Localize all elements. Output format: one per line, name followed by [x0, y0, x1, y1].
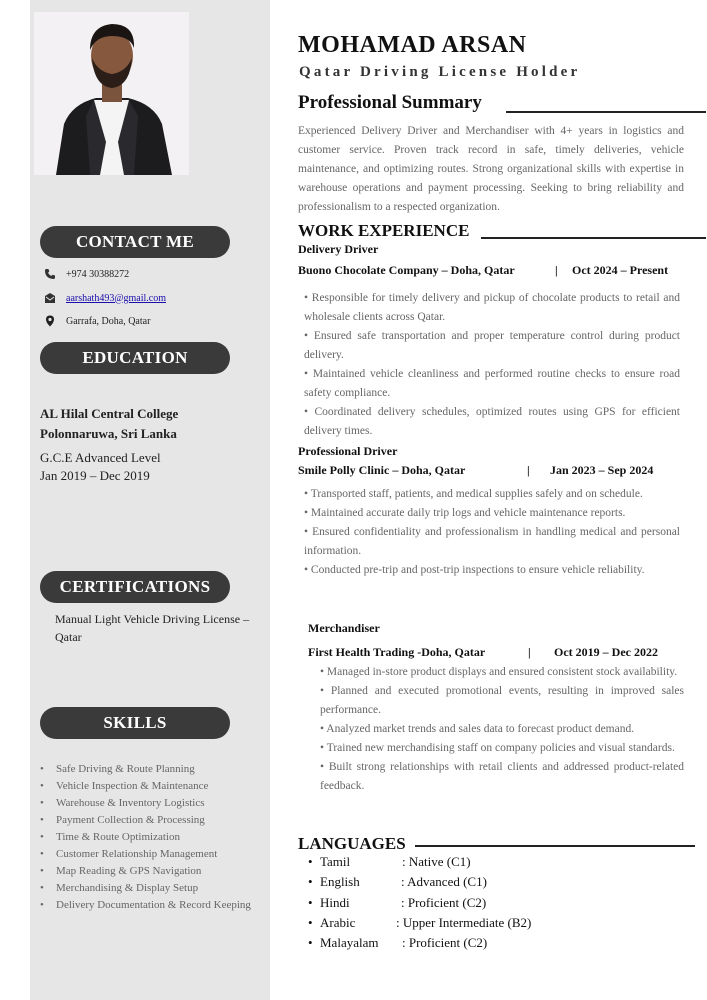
contact-email — [44, 292, 166, 304]
job-company: Buono Chocolate Company – Doha, Qatar — [298, 263, 515, 277]
summary-rule — [506, 111, 706, 113]
job-bullet: • Responsible for timely delivery and pickup of chocolate products to retail and wholesale clients across Qatar. — [304, 292, 680, 323]
job-dates: Oct 2024 – Present — [572, 263, 669, 277]
candidate-name: MOHAMAD ARSAN — [298, 32, 527, 58]
job-bullet: • Ensured confidentiality and professionalism in handling medical and personal information. — [304, 526, 680, 557]
language-name: Malayalam — [320, 935, 379, 951]
job-separator: | — [527, 463, 530, 477]
language-name: Hindi — [320, 894, 350, 910]
profile-photo — [34, 12, 189, 175]
phone-icon — [44, 268, 56, 280]
skill-item: • Safe Driving & Route Planning — [40, 763, 195, 775]
job-dates: Jan 2023 – Sep 2024 — [550, 463, 654, 477]
job-bullet: • Maintained vehicle cleanliness and performed routine checks to ensure road safety compliance. — [304, 368, 680, 399]
language-name: English — [320, 874, 360, 890]
skill-item: • Delivery Documentation & Record Keeping — [40, 899, 251, 911]
contact-heading: CONTACT ME — [40, 226, 230, 258]
language-level: : Proficient (C2) — [401, 894, 487, 910]
skill-item: • Customer Relationship Management — [40, 848, 218, 860]
job-bullet: • Coordinated delivery schedules, optimized routes using GPS for efficient delivery times. — [304, 406, 680, 437]
skills-heading: SKILLS — [40, 707, 230, 739]
job-role: Professional Driver — [298, 444, 398, 458]
skill-item: • Payment Collection & Processing — [40, 814, 205, 826]
summary-text: Experienced Delivery Driver and Merchandiser with 4+ years in logistics and customer service. Proven track record in safe, timely deliveries, vehicle maintenance, and optimizing routes. Strong organizational skills with expertise in warehouse operations and payment processing. Seeking to bring reliability and professionalism to a respected organization. — [298, 125, 684, 213]
language-name: Arabic — [320, 914, 356, 930]
language-level: : Advanced (C1) — [401, 874, 487, 890]
contact-location — [44, 315, 150, 327]
education-qualification: G.C.E Advanced Level — [40, 450, 161, 465]
experience-rule — [481, 237, 706, 239]
job-company: Smile Polly Clinic – Doha, Qatar — [298, 463, 466, 477]
mail-icon — [44, 292, 56, 304]
skill-item: • Warehouse & Inventory Logistics — [40, 797, 205, 809]
location-text: Garrafa, Doha, Qatar — [66, 315, 151, 327]
language-level: : Proficient (C2) — [402, 935, 488, 951]
job-bullet: • Ensured safe transportation and proper temperature control during product delivery. — [304, 330, 680, 361]
language-level: : Native (C1) — [402, 854, 471, 869]
contact-phone — [44, 268, 129, 280]
summary-heading: Professional Summary — [298, 92, 482, 113]
language-name: Tamil — [320, 854, 351, 869]
job-bullet: • Planned and executed promotional events, resulting in improved sales performance. — [320, 685, 684, 716]
job-bullets — [304, 485, 680, 580]
language-level: : Upper Intermediate (B2) — [396, 914, 532, 930]
languages-heading: LANGUAGES — [298, 834, 406, 853]
job-separator: | — [555, 263, 558, 277]
job-separator: | — [528, 645, 531, 659]
experience-heading: WORK EXPERIENCE — [298, 221, 470, 240]
certifications-heading: CERTIFICATIONS — [40, 571, 230, 603]
job-bullets — [304, 289, 680, 441]
skill-item: • Map Reading & GPS Navigation — [40, 865, 202, 877]
email-link[interactable]: aarshath493@gmail.com — [66, 292, 167, 304]
education-place: Polonnaruwa, Sri Lanka — [40, 426, 177, 441]
job-role: Delivery Driver — [298, 242, 379, 256]
job-bullet: • Analyzed market trends and sales data to forecast product demand. — [320, 723, 635, 735]
job-role: Merchandiser — [308, 621, 380, 635]
languages-rule — [415, 845, 695, 847]
job-bullet: • Trained new merchandising staff on company policies and visual standards. — [320, 742, 675, 754]
candidate-subtitle: Qatar Driving License Holder — [299, 64, 581, 80]
skill-item: • Merchandising & Display Setup — [40, 882, 199, 894]
job-bullet: • Maintained accurate daily trip logs and vehicle maintenance reports. — [304, 507, 626, 519]
certification-item: Manual Light Vehicle Driving License – Qatar — [55, 612, 250, 644]
education-school: AL Hilal Central College — [40, 406, 179, 421]
job-bullets — [320, 663, 684, 796]
job-dates: Oct 2019 – Dec 2022 — [554, 645, 658, 659]
job-company: First Health Trading -Doha, Qatar — [308, 645, 486, 659]
phone-number: +974 30388272 — [66, 268, 130, 280]
skill-item: • Vehicle Inspection & Maintenance — [40, 780, 209, 792]
job-bullet: • Conducted pre-trip and post-trip inspections to ensure vehicle reliability. — [304, 564, 645, 576]
job-bullet: • Transported staff, patients, and medical supplies safely and on schedule. — [304, 488, 643, 500]
education-dates: Jan 2019 – Dec 2019 — [40, 468, 150, 483]
education-heading: EDUCATION — [40, 342, 230, 374]
skills-list — [40, 761, 260, 914]
sidebar-margin — [0, 0, 30, 1000]
location-pin-icon — [44, 315, 56, 327]
skill-item: • Time & Route Optimization — [40, 831, 180, 843]
job-bullet: • Managed in-store product displays and ensured consistent stock availability. — [320, 666, 678, 678]
job-bullet: • Built strong relationships with retail clients and addressed product-related feedback. — [320, 761, 684, 792]
